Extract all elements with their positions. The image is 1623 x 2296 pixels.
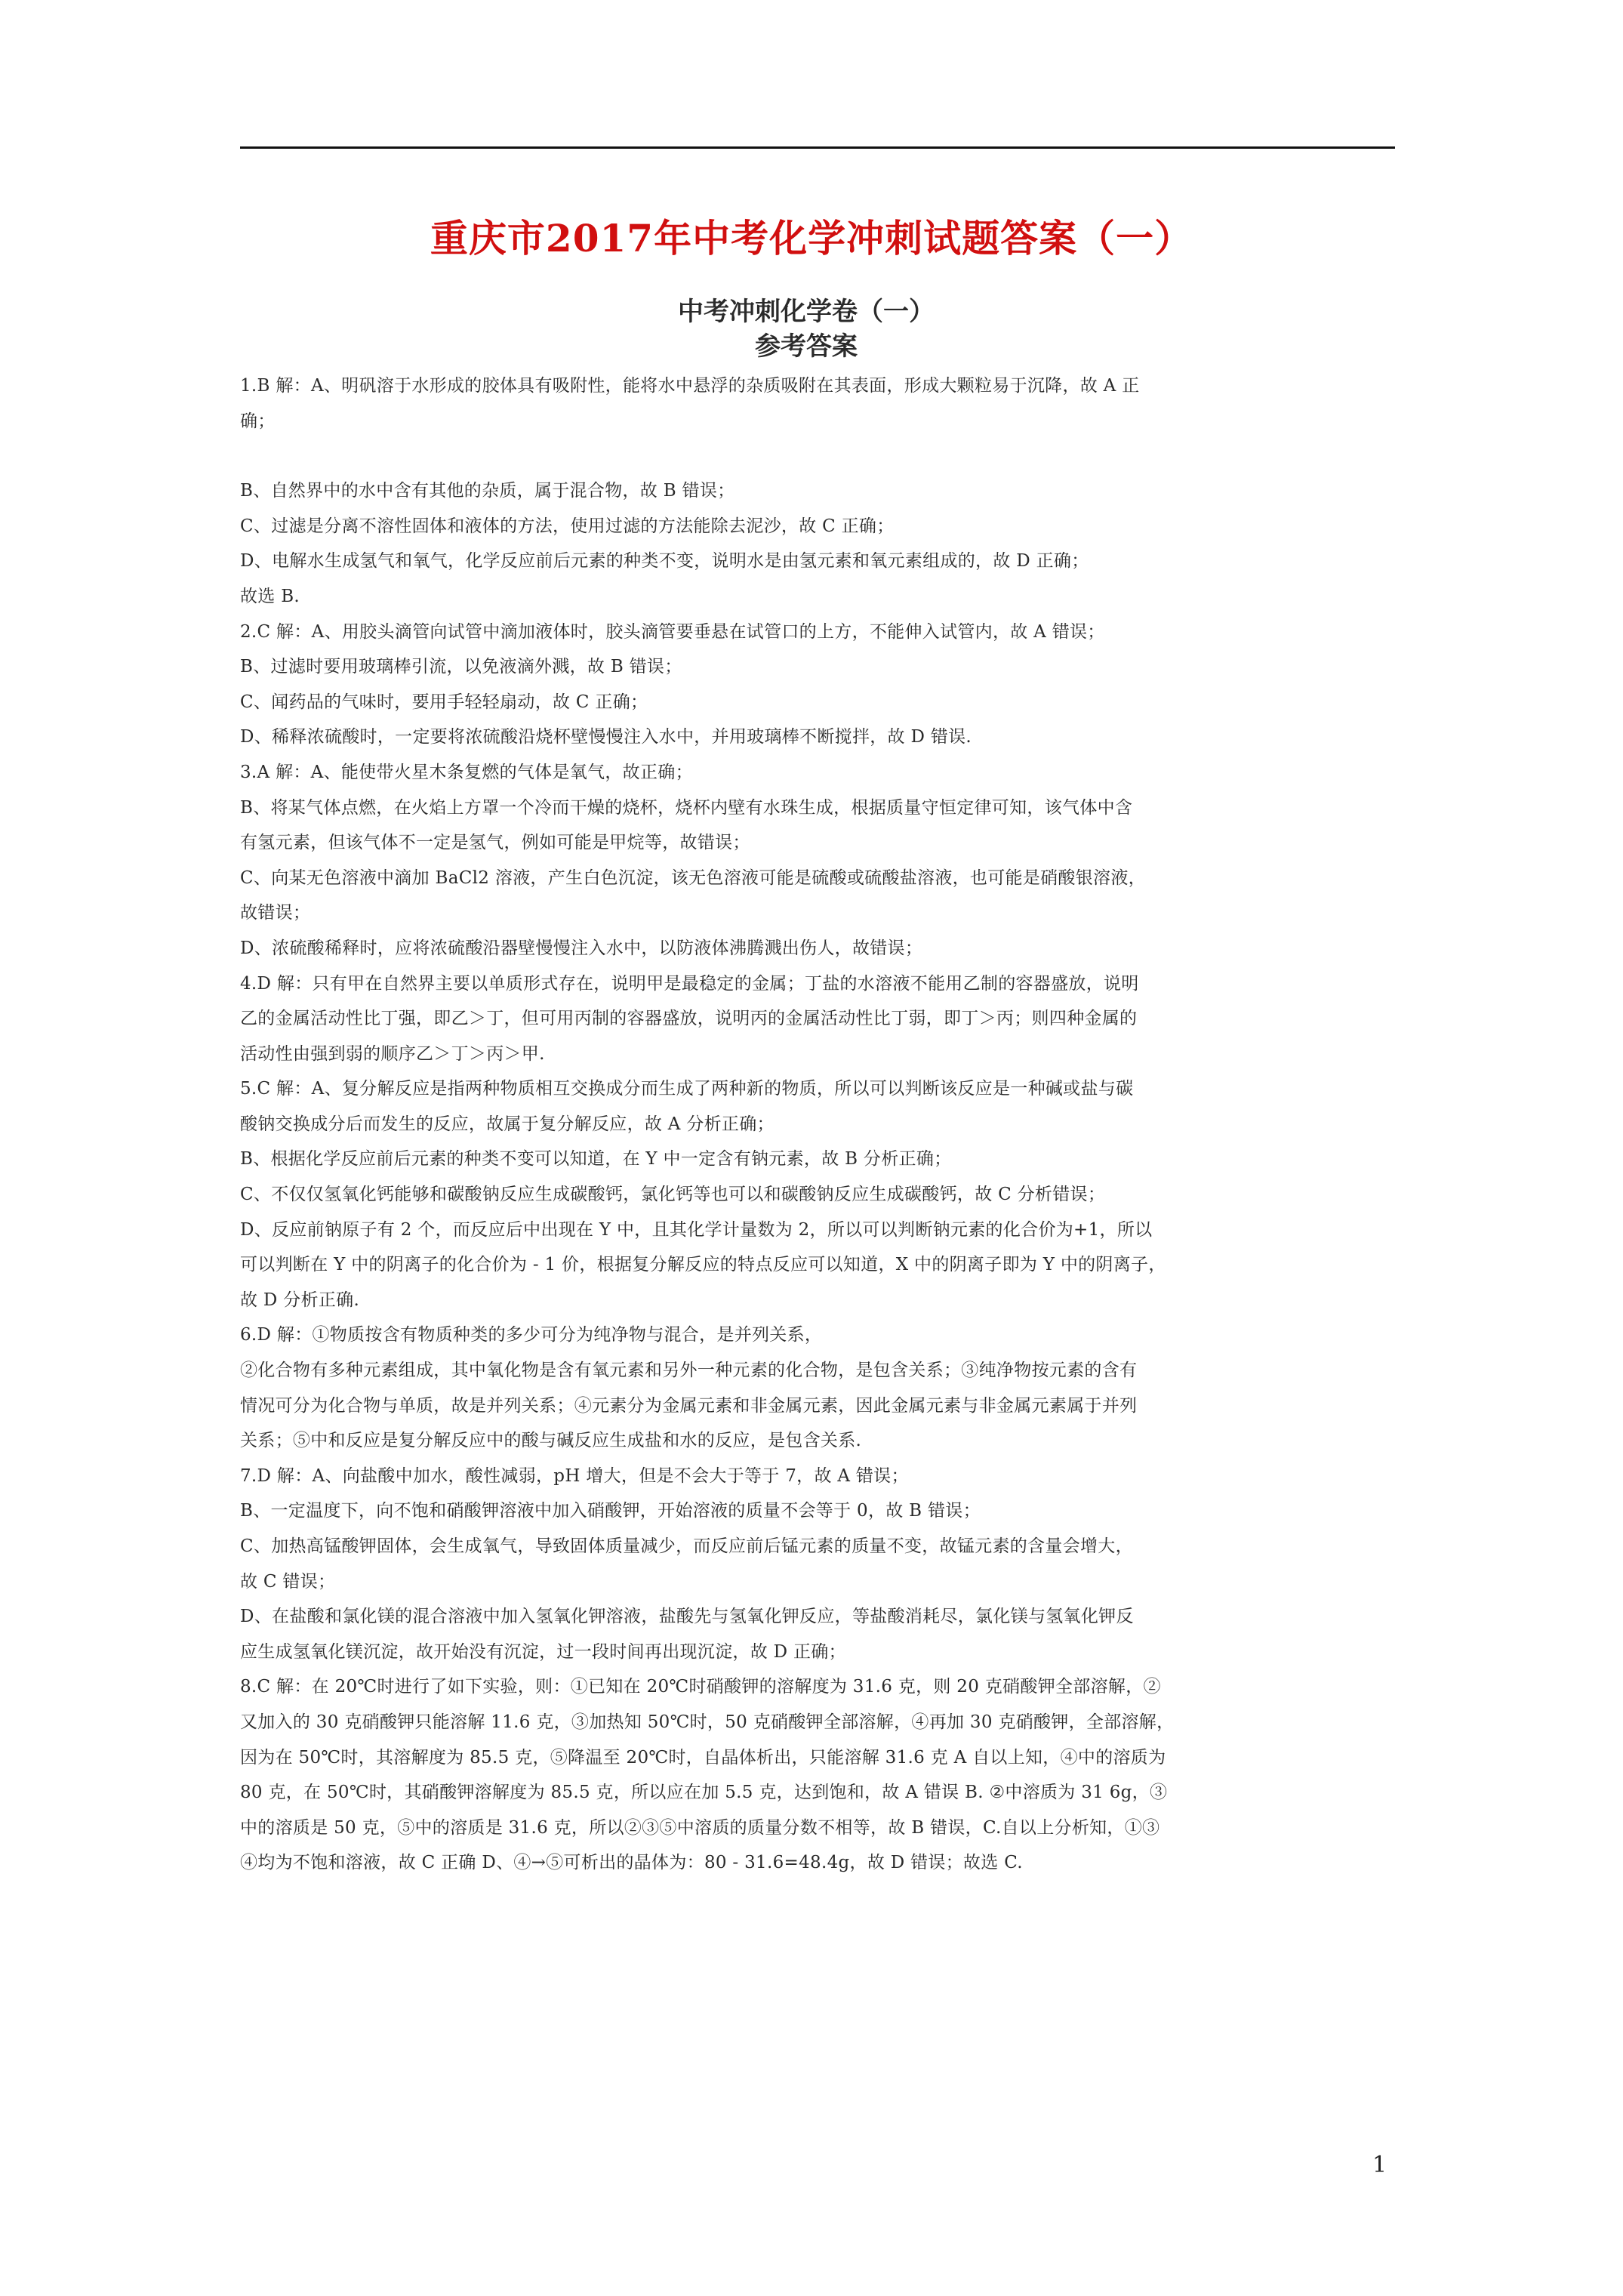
answer-line: [240, 439, 1327, 473]
answer-line: 1.B 解：A、明矾溶于水形成的胶体具有吸附性，能将水中悬浮的杂质吸附在其表面，形成大颗粒易于沉降，故 A 正: [240, 376, 1140, 396]
answer-sheet-subtitle: 参考答案: [755, 331, 858, 362]
answer-line: 活动性由强到弱的顺序乙＞丁＞丙＞甲.: [240, 1043, 545, 1064]
answer-line: 关系；⑤中和反应是复分解反应中的酸与碱反应生成盐和水的反应，是包含关系.: [240, 1431, 862, 1451]
answer-line: D、浓硫酸稀释时，应将浓硫酸沿器壁慢慢注入水中，以防液体沸腾溅出伤人，故错误；: [240, 938, 923, 958]
answer-line: C、加热高锰酸钾固体，会生成氧气，导致固体质量减少，而反应前后锰元素的质量不变，故锰元素的含量会增大，: [240, 1536, 1133, 1556]
answer-line: C、向某无色溶液中滴加 BaCl2 溶液，产生白色沉淀，该无色溶液可能是硫酸或硫酸盐溶液，也可能是硝酸银溶液，: [240, 868, 1146, 888]
header-rule: [240, 146, 1395, 149]
document-title: 重庆市2017年中考化学冲刺试题答案（一）: [430, 216, 1193, 260]
answer-line: C、不仅仅氢氧化钙能够和碳酸钠反应生成碳酸钙，氯化钙等也可以和碳酸钠反应生成碳酸钙，故 C 分析错误；: [240, 1185, 1106, 1205]
answer-line: 6.D 解：①物质按含有物质种类的多少可分为纯净物与混合，是并列关系，: [240, 1325, 823, 1345]
answer-line: B、自然界中的水中含有其他的杂质，属于混合物，故 B 错误；: [240, 481, 735, 501]
answer-line: 4.D 解：只有甲在自然界主要以单质形式存在，说明甲是最稳定的金属；丁盐的水溶液不能用乙制的容器盛放，说明: [240, 973, 1139, 994]
answer-line: B、过滤时要用玻璃棒引流，以免液滴外溅，故 B 错误；: [240, 657, 682, 677]
answer-line: 故选 B.: [240, 586, 300, 606]
answer-sheet-title: 中考冲刺化学卷（一）: [678, 297, 935, 327]
answer-line: 确；: [240, 411, 276, 431]
answer-line: 又加入的 30 克硝酸钾只能溶解 11.6 克，③加热知 50℃时，50 克硝酸钾全部溶解，④再加 30 克硝酸钾，全部溶解，: [240, 1712, 1175, 1732]
answer-line: 因为在 50℃时，其溶解度为 85.5 克，⑤降温至 20℃时，自晶体析出，只能溶解 31.6 克 A 自以上知，④中的溶质为: [240, 1747, 1166, 1767]
answer-line: D、电解水生成氢气和氧气，化学反应前后元素的种类不变，说明水是由氢元素和氧元素组成的，故 D 正确；: [240, 551, 1089, 572]
answer-line: C、闻药品的气味时，要用手轻轻扇动，故 C 正确；: [240, 692, 648, 712]
answer-line: ④均为不饱和溶液，故 C 正确 D、④→⑤可析出的晶体为：80 - 31.6=48.4g，故 D 错误；故选 C.: [240, 1853, 1023, 1873]
answer-line: 故错误；: [240, 903, 311, 923]
answer-lines: [240, 368, 1327, 1881]
answer-line: D、稀释浓硫酸时，一定要将浓硫酸沿烧杯壁慢慢注入水中，并用玻璃棒不断搅拌，故 D 错误.: [240, 727, 972, 747]
page-number: 1: [1372, 2152, 1387, 2178]
answer-line: 中的溶质是 50 克，⑤中的溶质是 31.6 克，所以②③⑤中溶质的质量分数不相等，故 B 错误，C.自以上分析知，①③: [240, 1817, 1160, 1838]
answer-line: 5.C 解：A、复分解反应是指两种物质相互交换成分而生成了两种新的物质，所以可以判断该反应是一种碱或盐与碳: [240, 1079, 1134, 1099]
answer-line: 2.C 解：A、用胶头滴管向试管中滴加液体时，胶头滴管要垂悬在试管口的上方，不能伸入试管内，故 A 错误；: [240, 621, 1105, 642]
answer-line: 8.C 解：在 20℃时进行了如下实验，则：①已知在 20℃时硝酸钾的溶解度为 31.6 克，则 20 克硝酸钾全部溶解，②: [240, 1677, 1161, 1697]
answer-line: 可以判断在 Y 中的阴离子的化合价为 - 1 价，根据复分解反应的特点反应可以知道，X 中的阴离子即为 Y 中的阴离子，: [240, 1255, 1166, 1275]
answer-line: 故 D 分析正确.: [240, 1290, 360, 1310]
answer-line: 3.A 解：A、能使带火星木条复燃的气体是氧气，故正确；: [240, 762, 693, 782]
answer-line: ②化合物有多种元素组成，其中氧化物是含有氧元素和另外一种元素的化合物，是包含关系；③纯净物按元素的含有: [240, 1361, 1138, 1381]
answer-line: B、一定温度下，向不饱和硝酸钾溶液中加入硝酸钾，开始溶液的质量不会等于 0，故 B 错误；: [240, 1501, 981, 1521]
answer-line: D、反应前钠原子有 2 个，而反应后中出现在 Y 中，且其化学计量数为 2，所以可以判断钠元素的化合价为+1，所以: [240, 1219, 1153, 1240]
answer-line: 应生成氢氧化镁沉淀，故开始没有沉淀，过一段时间再出现沉淀，故 D 正确；: [240, 1641, 846, 1662]
answer-line: 酸钠交换成分后而发生的反应，故属于复分解反应，故 A 分析正确；: [240, 1114, 775, 1134]
answer-line: C、过滤是分离不溶性固体和液体的方法，使用过滤的方法能除去泥沙，故 C 正确；: [240, 516, 895, 536]
answer-line: 乙的金属活动性比丁强，即乙＞丁，但可用丙制的容器盛放，说明丙的金属活动性比丁弱，即丁＞丙；则四种金属的: [240, 1009, 1138, 1029]
answer-line: 故 C 错误；: [240, 1571, 336, 1592]
answer-line: 7.D 解：A、向盐酸中加水，酸性减弱，pH 增大，但是不会大于等于 7，故 A 错误；: [240, 1465, 909, 1486]
answer-line: B、将某气体点燃，在火焰上方罩一个冷而干燥的烧杯，烧杯内壁有水珠生成，根据质量守恒定律可知，该气体中含: [240, 797, 1133, 818]
answer-line: 情况可分为化合物与单质，故是并列关系；④元素分为金属元素和非金属元素，因此金属元素与非金属元素属于并列: [240, 1395, 1138, 1416]
answer-line: 有氢元素，但该气体不一定是氢气，例如可能是甲烷等，故错误；: [240, 833, 750, 853]
answer-line: 80 克，在 50℃时，其硝酸钾溶解度为 85.5 克，所以应在加 5.5 克，达到饱和，故 A 错误 B. ②中溶质为 31 6g，③: [240, 1783, 1168, 1803]
answer-line: B、根据化学反应前后元素的种类不变可以知道，在 Y 中一定含有钠元素，故 B 分析正确；: [240, 1149, 952, 1170]
answer-line: D、在盐酸和氯化镁的混合溶液中加入氢氧化钾溶液，盐酸先与氢氧化钾反应，等盐酸消耗尽，氯化镁与氢氧化钾反: [240, 1607, 1134, 1627]
scanned-answer-sheet: [240, 294, 1327, 1881]
